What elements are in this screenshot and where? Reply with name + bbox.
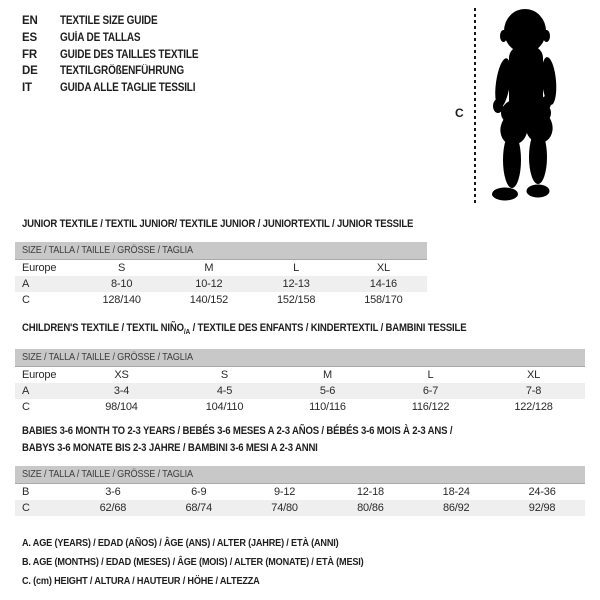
- language-title: TEXTILE SIZE GUIDE: [60, 15, 158, 27]
- size-header-bar: [15, 466, 585, 484]
- table-row: [15, 383, 585, 399]
- size-cell: M: [204, 262, 214, 274]
- heading-text: / TEXTILE DES ENFANTS / KINDERTEXTIL / BAMBINI TESSILE: [190, 322, 467, 334]
- size-cell: XL: [526, 369, 541, 382]
- size-cell: 110/116: [309, 401, 346, 414]
- row-label: B: [22, 486, 30, 498]
- row-label: Europe: [22, 262, 57, 274]
- size-header-bar: [15, 242, 427, 260]
- heading-text: JUNIOR TEXTILE / TEXTIL JUNIOR/ TEXTILE JUNIOR / JUNIORTEXTIL / JUNIOR TESSILE: [22, 218, 414, 230]
- size-cell: XL: [376, 262, 390, 274]
- section-heading-line: [22, 423, 512, 440]
- footnote-line-1: [22, 553, 415, 572]
- row-label: C: [22, 401, 30, 414]
- footnote-line-0: [22, 534, 415, 553]
- language-code: DE: [22, 65, 38, 78]
- table-row: [15, 292, 427, 308]
- row-label: A: [22, 278, 30, 290]
- size-cell: 128/140: [102, 294, 141, 306]
- size-header-text: SIZE / TALLA / TAILLE / GRÖSSE / TAGLIA: [22, 351, 193, 364]
- language-list: [22, 13, 219, 97]
- size-cell: 92/98: [528, 502, 556, 514]
- size-cell: 18-24: [442, 486, 470, 498]
- size-cell: 5-6: [319, 385, 336, 398]
- language-title: GUÍA DE TALLAS: [60, 31, 141, 44]
- size-cell: 62/68: [99, 502, 127, 514]
- size-section-2: [15, 423, 585, 516]
- size-table: [15, 367, 585, 415]
- table-row: [15, 484, 585, 500]
- heading-text: BABYS 3-6 MONATE BIS 2-3 JAHRE / BAMBINI 3-6 MESI A 2-3 ANNI: [22, 442, 318, 454]
- size-cell: S: [220, 369, 229, 382]
- section-heading: [22, 320, 585, 340]
- language-code: IT: [22, 82, 32, 95]
- height-measure-dashed-line: [474, 8, 476, 206]
- size-cell: 6-9: [191, 486, 207, 498]
- size-cell: 86/92: [442, 502, 470, 514]
- size-header-bar: [15, 349, 585, 367]
- size-header-text: SIZE / TALLA / TAILLE / GRÖSSE / TAGLIA: [22, 244, 193, 256]
- size-cell: 24-36: [528, 486, 556, 498]
- table-row: [15, 399, 585, 415]
- section-heading-line: [22, 440, 512, 457]
- size-cell: 80/86: [357, 502, 384, 514]
- baby-silhouette-image: [481, 8, 571, 208]
- row-label: C: [22, 294, 30, 306]
- heading-text: BABIES 3-6 MONTH TO 2-3 YEARS / BEBÉS 3-6 MESES A 2-3 AÑOS / BÉBÉS 3-6 MOIS À 2-3 ANS /: [22, 425, 453, 437]
- language-code: EN: [22, 15, 38, 27]
- size-cell: L: [293, 262, 300, 274]
- footnote-text: B. AGE (MONTHS) / EDAD (MESES) / ÂGE (MOIS) / ALTER (MONATE) / ETÀ (MESI): [22, 556, 364, 568]
- size-cell: 140/152: [189, 294, 229, 306]
- size-cell: L: [427, 369, 434, 382]
- language-row-fr: [22, 47, 219, 64]
- size-cell: 10-12: [195, 278, 223, 290]
- language-code: ES: [22, 31, 37, 44]
- language-row-es: [22, 30, 219, 47]
- table-row: [15, 500, 585, 516]
- size-cell: 158/170: [364, 294, 403, 306]
- table-row: [15, 276, 427, 292]
- size-cell: 104/110: [205, 401, 244, 414]
- section-heading: [22, 423, 585, 457]
- footnote-text: A. AGE (YEARS) / EDAD (AÑOS) / ÂGE (ANS) / ALTER (JAHRE) / ETÀ (ANNI): [22, 537, 339, 549]
- language-title: GUIDA ALLE TAGLIE TESSILI: [60, 82, 196, 95]
- size-cell: 74/80: [271, 502, 298, 514]
- language-title: GUIDE DES TAILLES TEXTILE: [60, 48, 199, 61]
- size-cell: 3-6: [105, 486, 121, 498]
- size-cell: 98/104: [105, 401, 138, 414]
- table-row: [15, 260, 427, 276]
- size-cell: 68/74: [185, 502, 212, 514]
- size-cell: XS: [114, 369, 129, 382]
- table-row: [15, 367, 585, 383]
- size-cell: 6-7: [422, 385, 439, 398]
- language-row-de: [22, 63, 219, 80]
- size-cell: 7-8: [525, 385, 542, 398]
- size-cell: 8-10: [111, 278, 133, 290]
- size-cell: 122/128: [514, 401, 553, 414]
- heading-subscript: /A: [183, 327, 191, 337]
- heading-text: CHILDREN'S TEXTILE / TEXTIL NIÑO: [22, 322, 184, 334]
- size-table: [15, 260, 427, 308]
- size-cell: M: [323, 369, 332, 382]
- footnote-line-2: [22, 572, 415, 591]
- size-table: [15, 484, 585, 516]
- footnotes: [22, 534, 415, 591]
- section-heading: [22, 216, 427, 233]
- size-cell: 14-16: [369, 278, 397, 290]
- size-cell: 4-5: [216, 385, 233, 398]
- size-cell: S: [118, 262, 126, 274]
- size-cell: 3-4: [113, 385, 130, 398]
- footnote-text: C. (cm) HEIGHT / ALTURA / HAUTEUR / HÖHE / ALTEZZA: [22, 575, 260, 587]
- size-section-0: [15, 216, 427, 308]
- row-label: A: [22, 385, 30, 398]
- section-heading-line: [22, 320, 512, 340]
- language-code: FR: [22, 48, 37, 61]
- language-row-en: [22, 13, 219, 30]
- size-cell: 116/122: [411, 401, 450, 414]
- height-measure-label: C: [455, 106, 464, 120]
- size-cell: 12-13: [282, 278, 310, 290]
- language-row-it: [22, 80, 219, 97]
- language-title: TEXTILGRÖßENFÜHRUNG: [60, 65, 184, 78]
- section-heading-line: [22, 216, 414, 233]
- size-header-text: SIZE / TALLA / TAILLE / GRÖSSE / TAGLIA: [22, 468, 193, 480]
- size-cell: 152/158: [276, 294, 316, 306]
- size-section-1: [15, 320, 585, 415]
- size-cell: 12-18: [356, 486, 384, 498]
- row-label: C: [22, 502, 30, 514]
- row-label: Europe: [22, 369, 57, 382]
- size-cell: 9-12: [273, 486, 296, 498]
